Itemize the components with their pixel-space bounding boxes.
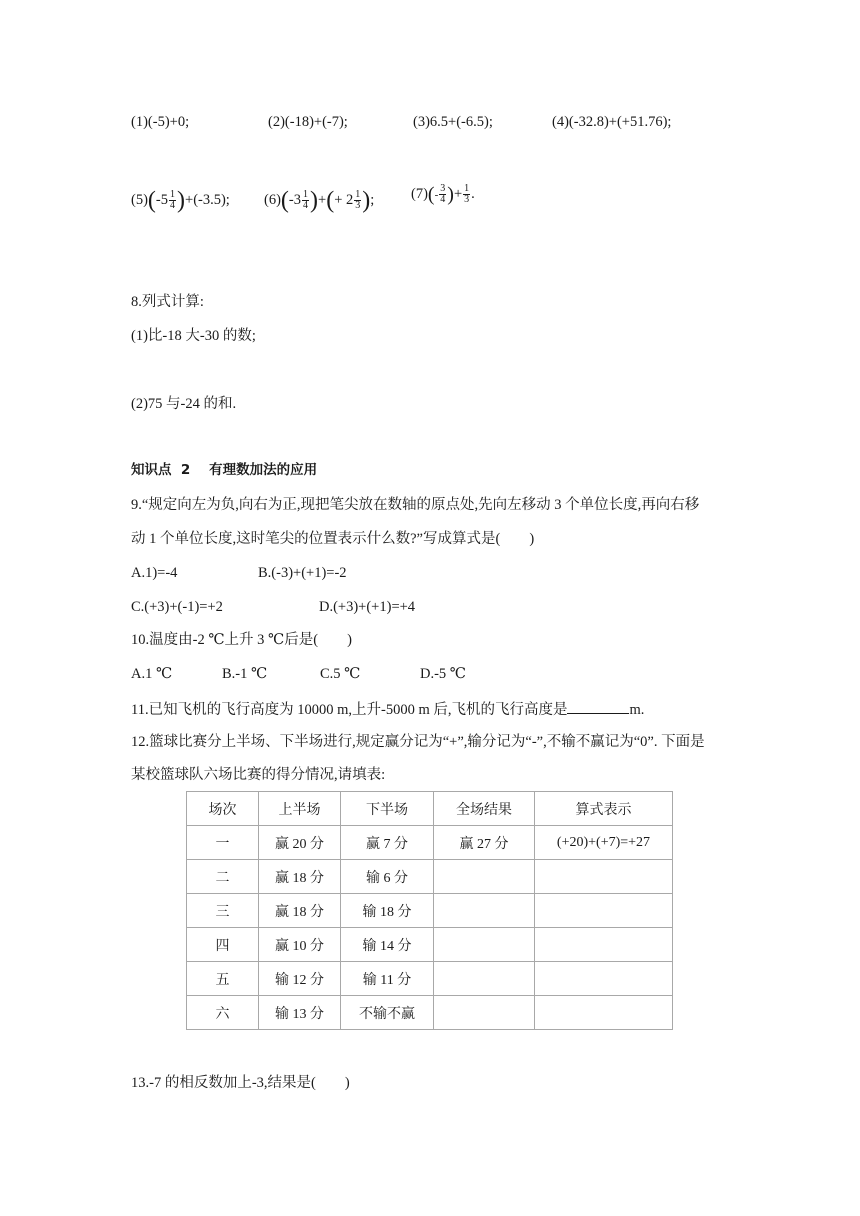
table-cell: 一 xyxy=(187,826,259,860)
q7-part5-numerator: 1 xyxy=(170,188,176,200)
q10-option-c: C.5 ℃ xyxy=(320,666,361,682)
table-answer-cell[interactable] xyxy=(535,996,673,1030)
q7-part5: (5)(-5 $\frac{1}{4}$ )+(-3.5); xyxy=(131,187,230,214)
q12-stem-line2: 某校篮球队六场比赛的得分情况,请填表: xyxy=(131,767,386,783)
table-answer-cell[interactable] xyxy=(434,860,535,894)
table-cell: 赢 18 分 xyxy=(259,860,341,894)
table-cell: 不输不赢 xyxy=(341,996,434,1030)
q7-part7-fraction1 xyxy=(439,184,446,206)
q8-part2: (2)75 与-24 的和. xyxy=(131,396,237,412)
table-cell: (+20)+(+7)=+27 xyxy=(535,826,673,860)
q7-part7-denominator1: 4 xyxy=(440,194,446,206)
q7-part5-whole: -5 xyxy=(155,192,169,208)
q9-option-a: A.1)=-4 xyxy=(131,565,178,581)
q7-part6-fraction2 xyxy=(354,190,361,212)
table-header: 下半场 xyxy=(341,792,434,826)
q7-part6-plus: + xyxy=(318,192,327,208)
q7-part7-numerator2: 1 xyxy=(464,182,470,194)
q7-part6-tail: ; xyxy=(370,192,375,208)
q10-option-b: B.-1 ℃ xyxy=(222,666,268,682)
q8-title: 8.列式计算: xyxy=(131,294,204,310)
q13-stem: 13.-7 的相反数加上-3,结果是( ) xyxy=(131,1075,350,1091)
q12-stem-line1: 12.篮球比赛分上半场、下半场进行,规定赢分记为“+”,输分记为“-”,不输不赢记为“0”. 下面是 xyxy=(131,734,705,750)
q7-part5-tail: +(-3.5); xyxy=(185,192,230,208)
q7-part6: (6)(-3 $\frac{1}{4}$ )+(+ 2 $\frac{1}{3}$ ); xyxy=(264,187,375,214)
table-header: 上半场 xyxy=(259,792,341,826)
table-cell: 六 xyxy=(187,996,259,1030)
table-cell: 输 18 分 xyxy=(341,894,434,928)
q7-part6-label: (6) xyxy=(264,192,281,208)
table-cell: 五 xyxy=(187,962,259,996)
table-answer-cell[interactable] xyxy=(535,894,673,928)
q10-option-a: A.1 ℃ xyxy=(131,666,173,682)
table-header: 全场结果 xyxy=(434,792,535,826)
table-row xyxy=(187,996,673,1030)
q7-part7-plus: + xyxy=(453,186,463,202)
section-heading: 知识点 2 有理数加法的应用 xyxy=(131,462,318,478)
q7-part6-numerator2: 1 xyxy=(355,188,361,200)
table-cell: 三 xyxy=(187,894,259,928)
score-table xyxy=(186,791,673,1030)
q9-stem-line2: 动 1 个单位长度,这时笔尖的位置表示什么数?”写成算式是( ) xyxy=(131,531,535,547)
table-row xyxy=(187,826,673,860)
q10-stem: 10.温度由-2 ℃上升 3 ℃后是( ) xyxy=(131,632,352,648)
q7-part4: (4)(-32.8)+(+51.76); xyxy=(552,114,672,130)
table-cell: 输 12 分 xyxy=(259,962,341,996)
q7-part6-numerator1: 1 xyxy=(303,188,309,200)
q7-part7-label: (7) xyxy=(411,186,428,202)
q10-option-d: D.-5 ℃ xyxy=(420,666,467,682)
q9-option-b: B.(-3)+(+1)=-2 xyxy=(258,565,347,581)
q7-part3: (3)6.5+(-6.5); xyxy=(413,114,493,130)
q7-part7-numerator1: 3 xyxy=(440,182,446,194)
q9-option-d: D.(+3)+(+1)=+4 xyxy=(319,599,416,615)
table-cell: 赢 18 分 xyxy=(259,894,341,928)
q7-part7-denominator2: 3 xyxy=(464,194,470,206)
q7-part7-fraction2 xyxy=(463,184,470,206)
q9-stem-line1: 9.“规定向左为负,向右为正,现把笔尖放在数轴的原点处,先向左移动 3 个单位长度,再向右移 xyxy=(131,497,700,513)
q7-part5-fraction xyxy=(169,190,176,212)
table-row xyxy=(187,860,673,894)
q7-part5-denominator: 4 xyxy=(170,200,176,212)
table-row xyxy=(187,928,673,962)
q7-part6-denominator1: 4 xyxy=(303,200,309,212)
q7-part6-denominator2: 3 xyxy=(355,200,361,212)
table-cell: 输 11 分 xyxy=(341,962,434,996)
q7-part5-label: (5) xyxy=(131,192,148,208)
table-answer-cell[interactable] xyxy=(434,996,535,1030)
table-header: 算式表示 xyxy=(535,792,673,826)
table-row xyxy=(187,962,673,996)
q8-part1: (1)比-18 大-30 的数; xyxy=(131,328,256,344)
table-cell: 输 14 分 xyxy=(341,928,434,962)
table-cell: 输 6 分 xyxy=(341,860,434,894)
table-cell: 输 13 分 xyxy=(259,996,341,1030)
table-answer-cell[interactable] xyxy=(434,894,535,928)
table-header-row xyxy=(187,792,673,826)
q11-stem xyxy=(131,701,644,718)
table-header: 场次 xyxy=(187,792,259,826)
q7-part7: (7)(- $\frac{3}{4}$ )+ $\frac{1}{3}$ . xyxy=(411,182,475,206)
q7-part2: (2)(-18)+(-7); xyxy=(268,114,348,130)
table-row xyxy=(187,894,673,928)
q11-answer-blank[interactable] xyxy=(567,701,629,714)
q11-unit: m. xyxy=(629,702,645,718)
table-cell: 赢 20 分 xyxy=(259,826,341,860)
q11-stem-text: 11.已知飞机的飞行高度为 10000 m,上升-5000 m 后,飞机的飞行高度是 xyxy=(131,702,568,718)
table-answer-cell[interactable] xyxy=(535,860,673,894)
q9-option-c: C.(+3)+(-1)=+2 xyxy=(131,599,223,615)
table-answer-cell[interactable] xyxy=(535,928,673,962)
table-cell: 二 xyxy=(187,860,259,894)
table-cell: 四 xyxy=(187,928,259,962)
table-cell: 赢 10 分 xyxy=(259,928,341,962)
table-answer-cell[interactable] xyxy=(535,962,673,996)
table-answer-cell[interactable] xyxy=(434,928,535,962)
table-answer-cell[interactable] xyxy=(434,962,535,996)
table-cell: 赢 7 分 xyxy=(341,826,434,860)
table-cell: 赢 27 分 xyxy=(434,826,535,860)
q7-part7-tail: . xyxy=(471,186,475,202)
q7-part7-sign: - xyxy=(434,189,439,201)
q7-part6-whole2: + 2 xyxy=(334,192,354,208)
q7-part1: (1)(-5)+0; xyxy=(131,114,190,130)
q7-part6-whole: -3 xyxy=(288,192,302,208)
q7-part6-fraction1 xyxy=(302,190,309,212)
